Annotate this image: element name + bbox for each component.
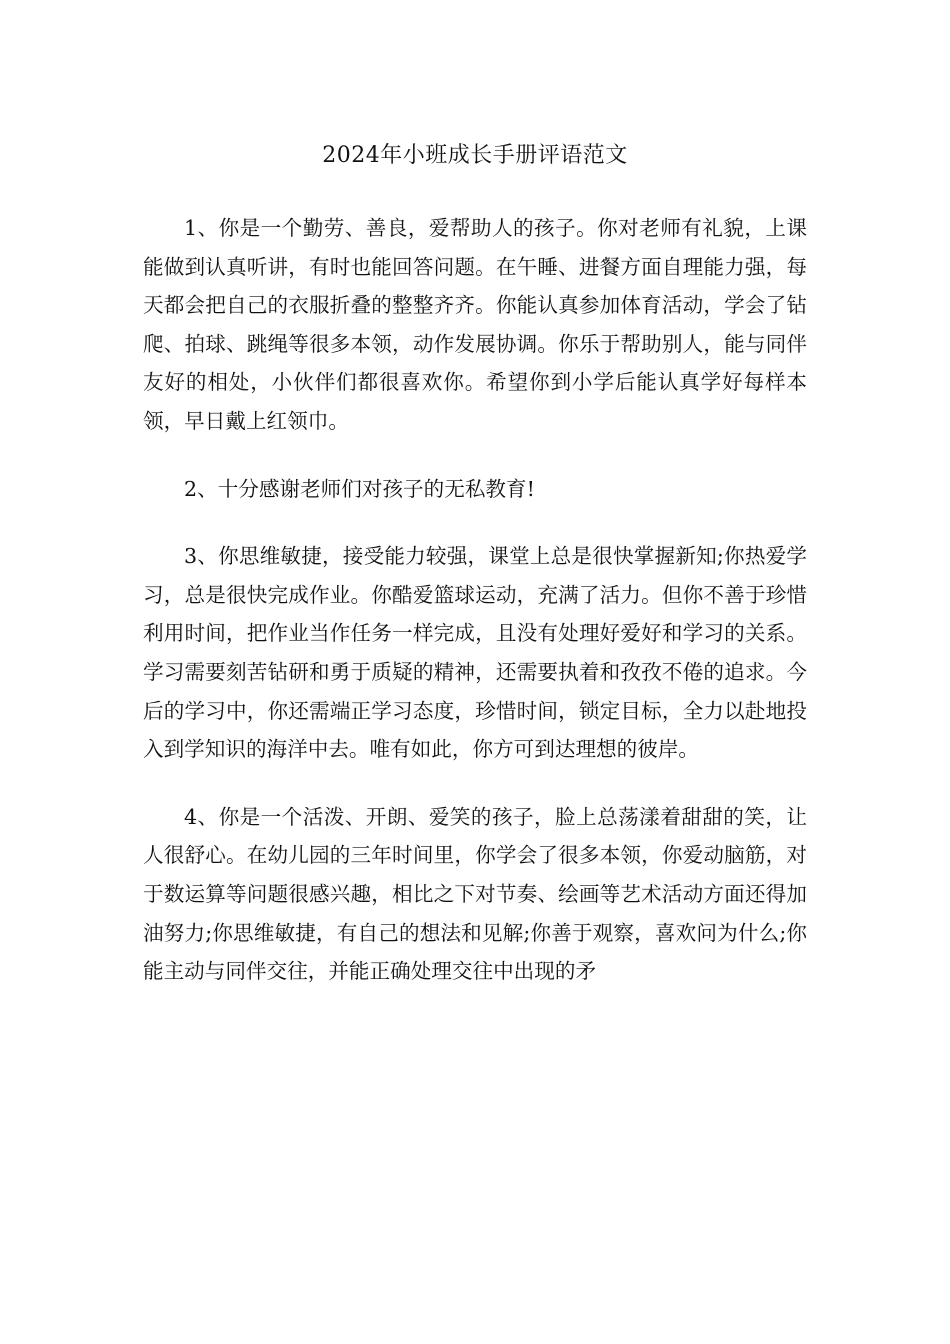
comment-paragraph-3: 3、你思维敏捷，接受能力较强，课堂上总是很快掌握新知;你热爱学习，总是很快完成作业。你酷爱篮球运动，充满了活力。但你不善于珍惜利用时间，把作业当作任务一样完成，且没有处理好爱好和学习的关系。学习需要刻苦钻研和勇于质疑的精神，还需要执着和孜孜不倦的追求。今后的学习中，你还需端正学习态度，珍惜时间，锁定目标，全力以赴地投入到学知识的海洋中去。唯有如此，你方可到达理想的彼岸。 bbox=[143, 544, 807, 762]
document-title: 2024年小班成长手册评语范文 bbox=[322, 143, 628, 168]
document-body bbox=[143, 209, 807, 1020]
comment-paragraph-2: 2、十分感谢老师们对孩子的无私教育! bbox=[184, 476, 535, 501]
comment-paragraph-1: 1、你是一个勤劳、善良，爱帮助人的孩子。你对老师有礼貌，上课能做到认真听讲，有时也能回答问题。在午睡、进餐方面自理能力强，每天都会把自己的衣服折叠的整整齐齐。你能认真参加体育活动，学会了钻爬、拍球、跳绳等很多本领，动作发展协调。你乐于帮助别人，能与同伴友好的相处，小伙伴们都很喜欢你。希望你到小学后能认真学好每样本领，早日戴上红领巾。 bbox=[143, 216, 807, 433]
comment-paragraph-4: 4、你是一个活泼、开朗、爱笑的孩子，脸上总荡漾着甜甜的笑，让人很舒心。在幼儿园的三年时间里，你学会了很多本领，你爱动脑筋，对于数运算等问题很感兴趣，相比之下对节奏、绘画等艺术活动方面还得加油努力;你思维敏捷，有自己的想法和见解;你善于观察，喜欢问为什么;你能主动与同伴交往，并能正确处理交往中出现的矛 bbox=[143, 804, 807, 984]
